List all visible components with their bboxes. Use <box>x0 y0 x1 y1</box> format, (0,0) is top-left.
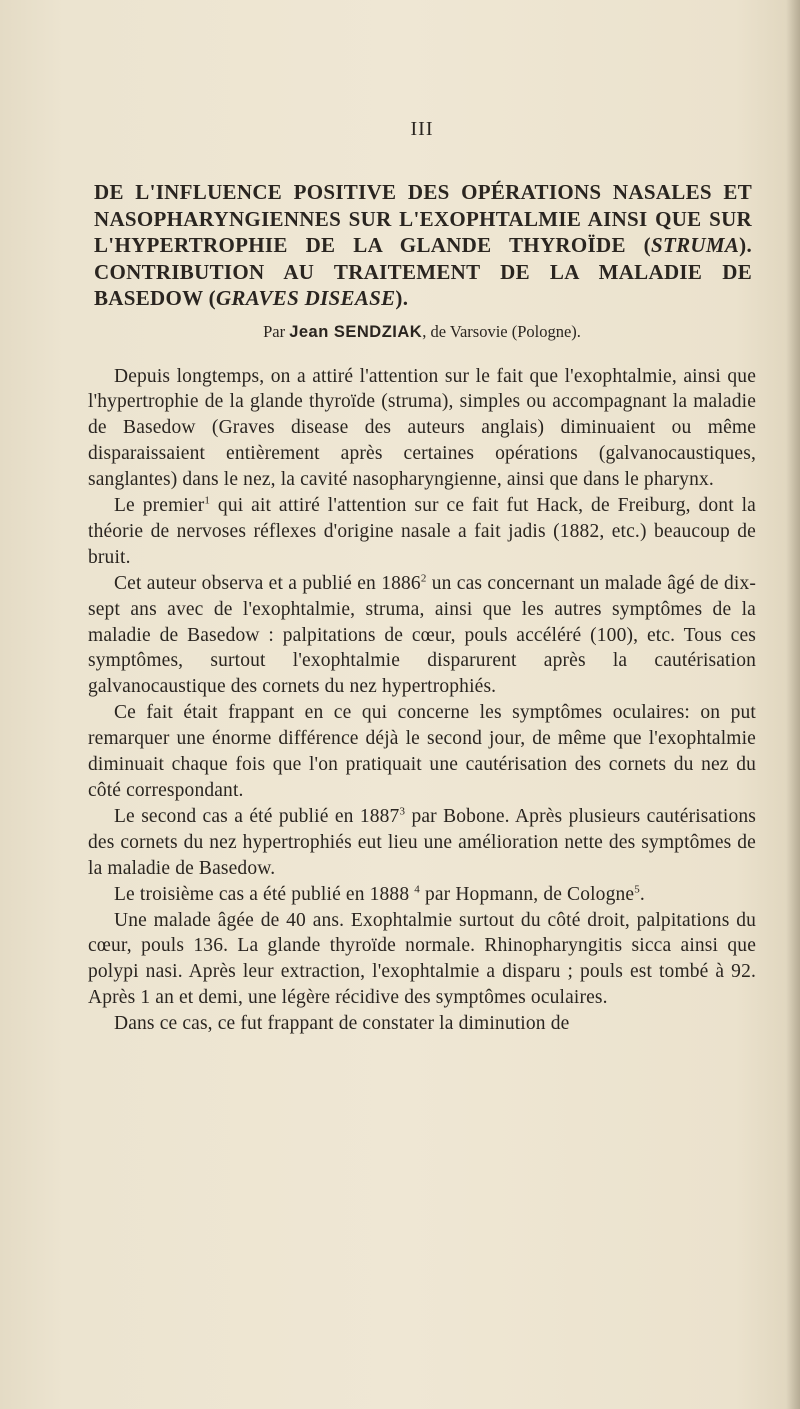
paragraph-6 <box>88 882 756 908</box>
paragraph-5 <box>88 804 756 882</box>
paragraph-2-start: Le premier <box>114 495 205 517</box>
paragraph-1: Depuis longtemps, on a attiré l'attention sur le fait que l'exophtalmie, ainsi que l'hypertrophie de la glande thyroïde (struma), simples ou accompagnant la maladie de Basedow (Graves disease des auteurs anglais) diminuaient ou même disparaissaient entièrement après certaines opérations (galvanocaustiques, sanglantes) dans le nez, la cavité nasopharyngienne, ainsi que dans le pharynx. <box>88 365 756 491</box>
title-part-1: DE L'INFLUENCE POSITIVE DES OPÉRATIONS NASALES ET NASOPHARYNGIENNES SUR L'EXOPHTALMIE AINSI QUE SUR L'HYPERTROPHIE DE LA GLANDE THYROÏDE ( <box>94 180 752 257</box>
paragraph-2 <box>88 493 756 571</box>
footnote-ref-4: 4 <box>414 883 420 896</box>
footnote-ref-1: 1 <box>204 494 211 507</box>
footnote-ref-5: 5 <box>634 883 640 896</box>
paragraph-3 <box>88 571 756 701</box>
footnote-ref-2: 2 <box>420 572 427 585</box>
author-byline <box>88 322 756 342</box>
paragraph-5-start: Le second cas a été publié en 1887 <box>114 805 400 827</box>
paragraph-3-end: un cas concernant un malade âgé de dix-sept ans avec de l'exophtalmie, struma, ainsi que les autres symptômes de la maladie de Basedow : palpitations de cœur, pouls accéléré (100), etc. Tous ces symptômes, surtout l'exophtalmie disparurent après la cautérisation galvanocaustique des cornets du nez hypertrophiés. <box>88 572 756 698</box>
byline-affiliation: , de Varsovie (Pologne). <box>422 321 581 341</box>
chapter-number: III <box>410 118 434 140</box>
article-body <box>88 364 756 1038</box>
title-part-3: ). <box>395 286 409 310</box>
footnote-ref-3: 3 <box>399 805 406 818</box>
title-italic-graves: GRAVES DISEASE <box>215 286 396 310</box>
paragraph-6-start: Le troisième cas a été publié en 1888 <box>114 883 415 905</box>
paragraph-4: Ce fait était frappant en ce qui concerne les symptômes oculaires: on put remarquer une énorme différence déjà le second jour, de même que l'exophtalmie diminuait chaque fois que l'on pratiquait une cautérisation des cornets du nez du côté correspondant. <box>88 702 756 801</box>
article-title <box>88 179 756 312</box>
byline-prefix: Par <box>263 321 290 341</box>
paragraph-6-mid: par Hopmann, de Cologne <box>419 883 635 905</box>
document-content <box>88 118 756 1037</box>
paragraph-5-end: par Bobone. Après plusieurs cautérisations des cornets du nez hypertrophiés eut lieu une amélioration nette des symptômes de la maladie de Basedow. <box>88 805 756 879</box>
paragraph-6-end: . <box>639 883 645 905</box>
paragraph-7: Une malade âgée de 40 ans. Exophtalmie surtout du côté droit, palpitations du cœur, pouls 136. La glande thyroïde normale. Rhinopharyngitis sicca ainsi que polypi nasi. Après leur extraction, l'exophtalmie a disparu ; pouls est tombé à 92. Après 1 an et demi, une légère récidive des symptômes oculaires. <box>88 909 756 1009</box>
page-edge-shadow <box>786 0 800 1409</box>
author-name: Jean SENDZIAK <box>289 322 423 341</box>
title-part-2: ). CONTRIBUTION AU TRAITEMENT DE LA MALADIE DE BASEDOW ( <box>94 233 752 310</box>
paragraph-8: Dans ce cas, ce fut frappant de constater la diminution de <box>114 1013 570 1035</box>
paragraph-2-end: qui ait attiré l'attention sur ce fait fut Hack, de Freiburg, dont la théorie de nervoses réflexes d'origine nasale a fait jadis (1882, etc.) beaucoup de bruit. <box>88 495 756 568</box>
title-italic-struma: STRUMA <box>650 233 740 257</box>
paragraph-3-start: Cet auteur observa et a publié en 1886 <box>114 572 421 594</box>
